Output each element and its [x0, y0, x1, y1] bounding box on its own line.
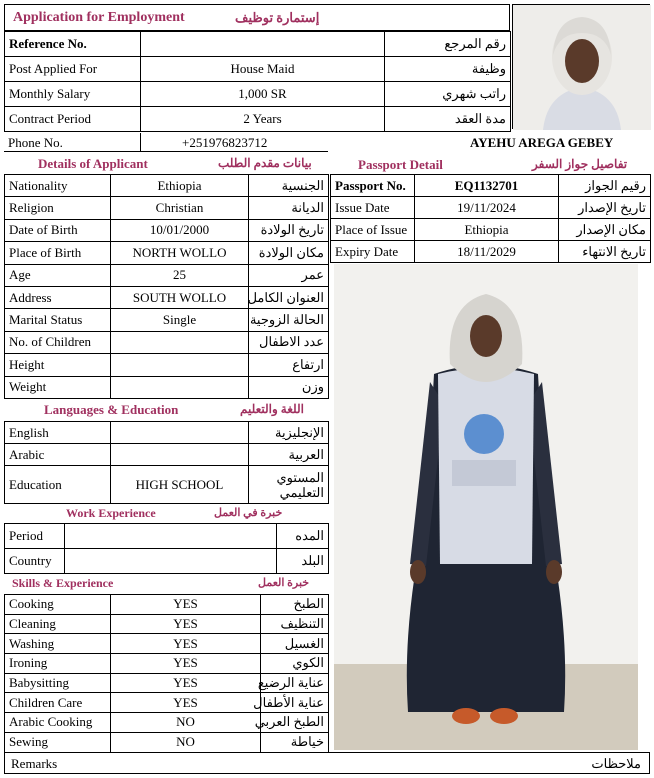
skill-label: Sewing [5, 732, 111, 752]
table-row [5, 673, 329, 693]
skill-label: Ironing [5, 654, 111, 674]
skill-value: YES [111, 614, 261, 634]
skill-label-ar: الطبخ العربي [261, 713, 329, 733]
table-row [5, 634, 329, 654]
detail-value: Christian [111, 197, 249, 219]
post-label-ar: وظيفة [385, 57, 511, 82]
details-table [4, 174, 329, 399]
skill-label-ar: عناية الرضيع [261, 673, 329, 693]
languages-title-en: Languages & Education [44, 402, 179, 417]
skill-value: YES [111, 693, 261, 713]
skill-label-ar: التنظيف [261, 614, 329, 634]
salary-label: Monthly Salary [5, 82, 141, 107]
applicant-name: AYEHU AREGA GEBEY [470, 135, 614, 150]
detail-label: Address [5, 286, 111, 308]
portrait-icon [513, 5, 651, 130]
skill-label-ar: عناية الأطفال [261, 693, 329, 713]
reference-value [141, 32, 385, 57]
post-value: House Maid [141, 57, 385, 82]
country-value [65, 549, 277, 574]
table-row [5, 197, 329, 219]
contract-label-ar: مدة العقد [385, 107, 511, 132]
post-label: Post Applied For [5, 57, 141, 82]
expiry-date-label: Expiry Date [331, 241, 415, 263]
detail-label-ar: الحالة الزوجية [249, 309, 329, 331]
table-row [5, 732, 329, 752]
detail-label-ar: وزن [249, 376, 329, 398]
table-row [5, 219, 329, 241]
languages-table [4, 421, 329, 504]
passport-no-value: EQ1132701 [415, 175, 559, 197]
remarks-label-ar: ملاحظات [591, 756, 641, 771]
table-row [5, 654, 329, 674]
remarks-row [4, 752, 650, 774]
skills-section [4, 573, 328, 593]
period-label: Period [5, 524, 65, 549]
work-title-ar: خبرة في العمل [214, 507, 283, 519]
issue-date-value: 19/11/2024 [415, 197, 559, 219]
skills-table [4, 594, 329, 753]
skill-label-ar: خياطة [261, 732, 329, 752]
remarks-label: Remarks [11, 756, 58, 771]
languages-title-ar: اللغة والتعليم [240, 402, 304, 416]
country-label-ar: البلد [277, 549, 329, 574]
table-row [331, 219, 651, 241]
phone-label: Phone No. [8, 135, 63, 150]
education-value: HIGH SCHOOL [111, 466, 249, 504]
english-label: English [5, 422, 111, 444]
skill-value: YES [111, 595, 261, 615]
details-title-en: Details of Applicant [38, 156, 148, 171]
table-row [5, 354, 329, 376]
issue-place-label-ar: مكان الإصدار [559, 219, 651, 241]
skill-label: Children Care [5, 693, 111, 713]
period-label-ar: المده [277, 524, 329, 549]
table-row [5, 376, 329, 398]
passport-title-ar: تفاصيل جواز السفر [532, 157, 628, 171]
detail-label: Date of Birth [5, 219, 111, 241]
detail-value: 25 [111, 264, 249, 286]
country-label: Country [5, 549, 65, 574]
table-row [5, 107, 511, 132]
skill-value: NO [111, 713, 261, 733]
skills-title-en: Skills & Experience [12, 576, 114, 590]
table-row [5, 466, 329, 504]
table-row [5, 32, 511, 57]
table-row [5, 422, 329, 444]
detail-label-ar: الديانة [249, 197, 329, 219]
contract-label: Contract Period [5, 107, 141, 132]
top-info-table [4, 31, 511, 132]
table-row [5, 242, 329, 264]
passport-table [330, 174, 651, 263]
issue-date-label: Issue Date [331, 197, 415, 219]
detail-value [111, 376, 249, 398]
table-row [5, 693, 329, 713]
detail-label: Weight [5, 376, 111, 398]
phone-divider [140, 133, 141, 152]
full-body-photo-icon [334, 264, 638, 750]
period-value [65, 524, 277, 549]
skill-label: Washing [5, 634, 111, 654]
work-title-en: Work Experience [66, 506, 156, 520]
skill-label: Arabic Cooking [5, 713, 111, 733]
expiry-date-label-ar: تاريخ الانتهاء [559, 241, 651, 263]
detail-value: SOUTH WOLLO [111, 286, 249, 308]
table-row [5, 309, 329, 331]
table-row [5, 444, 329, 466]
skill-label-ar: الكوي [261, 654, 329, 674]
table-row [331, 175, 651, 197]
detail-label: No. of Children [5, 331, 111, 353]
skill-value: YES [111, 673, 261, 693]
detail-label: Religion [5, 197, 111, 219]
salary-label-ar: راتب شهري [385, 82, 511, 107]
issue-place-value: Ethiopia [415, 219, 559, 241]
arabic-label-ar: العربية [249, 444, 329, 466]
passport-no-label-ar: رقيم الجواز [559, 175, 651, 197]
skill-label: Cooking [5, 595, 111, 615]
work-section [4, 503, 328, 523]
passport-section [330, 152, 650, 174]
table-row [5, 549, 329, 574]
arabic-label: Arabic [5, 444, 111, 466]
detail-label-ar: عدد الاطفال [249, 331, 329, 353]
english-label-ar: الإنجليزية [249, 422, 329, 444]
table-row [331, 241, 651, 263]
reference-label-ar: رقم المرجع [385, 32, 511, 57]
table-row [5, 57, 511, 82]
table-row [5, 524, 329, 549]
phone-row [4, 133, 328, 152]
issue-date-label-ar: تاريخ الإصدار [559, 197, 651, 219]
skill-value: YES [111, 654, 261, 674]
detail-label-ar: الجنسية [249, 175, 329, 197]
contract-value: 2 Years [141, 107, 385, 132]
skill-label: Cleaning [5, 614, 111, 634]
skill-value: NO [111, 732, 261, 752]
detail-label: Height [5, 354, 111, 376]
skills-title-ar: خبرة العمل [258, 577, 310, 589]
detail-value [111, 354, 249, 376]
table-row [5, 614, 329, 634]
english-value [111, 422, 249, 444]
passport-no-label: Passport No. [331, 175, 415, 197]
detail-value: NORTH WOLLO [111, 242, 249, 264]
skill-label: Babysitting [5, 673, 111, 693]
table-row [5, 264, 329, 286]
reference-label: Reference No. [5, 32, 141, 57]
table-row [5, 286, 329, 308]
detail-label: Age [5, 264, 111, 286]
skill-value: YES [111, 634, 261, 654]
detail-label-ar: العنوان الكامل [249, 286, 329, 308]
table-row [5, 82, 511, 107]
form-title-en: Application for Employment [13, 10, 185, 25]
detail-label-ar: عمر [249, 264, 329, 286]
details-section [4, 152, 328, 174]
issue-place-label: Place of Issue [331, 219, 415, 241]
detail-label: Nationality [5, 175, 111, 197]
phone-value: +251976823712 [182, 135, 268, 150]
detail-label-ar: مكان الولادة [249, 242, 329, 264]
expiry-date-value: 18/11/2029 [415, 241, 559, 263]
detail-label-ar: ارتفاع [249, 354, 329, 376]
detail-label-ar: تاريخ الولادة [249, 219, 329, 241]
detail-label: Marital Status [5, 309, 111, 331]
education-label-ar: المستوي التعليمي [249, 466, 329, 504]
applicant-photo-small [512, 4, 650, 129]
table-row [5, 595, 329, 615]
table-row [5, 175, 329, 197]
applicant-photo-full [334, 264, 638, 750]
arabic-value [111, 444, 249, 466]
table-row [5, 331, 329, 353]
skill-label-ar: الغسيل [261, 634, 329, 654]
detail-value [111, 331, 249, 353]
languages-section [4, 398, 328, 420]
table-row [331, 197, 651, 219]
header-box [4, 4, 510, 31]
skill-label-ar: الطبخ [261, 595, 329, 615]
table-row [5, 713, 329, 733]
detail-value: Ethiopia [111, 175, 249, 197]
detail-label: Place of Birth [5, 242, 111, 264]
detail-value: Single [111, 309, 249, 331]
detail-value: 10/01/2000 [111, 219, 249, 241]
form-title-ar: إستمارة توظيف [235, 10, 320, 25]
work-table [4, 523, 329, 574]
passport-title-en: Passport Detail [358, 157, 443, 172]
education-label: Education [5, 466, 111, 504]
salary-value: 1,000 SR [141, 82, 385, 107]
details-title-ar: بيانات مقدم الطلب [218, 156, 312, 170]
